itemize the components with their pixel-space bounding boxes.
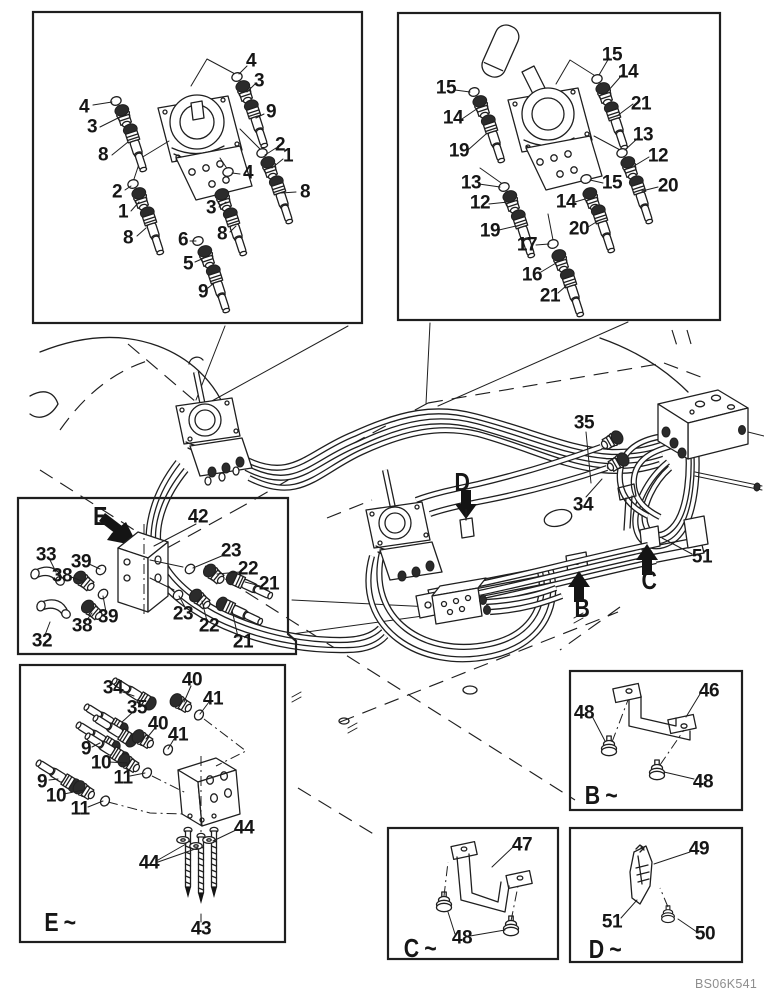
- callout-21: 21: [630, 93, 652, 115]
- detail-b-content: [592, 683, 700, 779]
- callout-39: 39: [97, 606, 119, 628]
- callout-11: 11: [70, 798, 90, 820]
- callout-6: 6: [177, 229, 189, 251]
- callout-2: 2: [111, 181, 123, 203]
- callout-12: 12: [469, 192, 491, 214]
- callout-17: 17: [516, 234, 538, 256]
- callout-14: 14: [617, 61, 639, 83]
- callout-47: 47: [511, 834, 533, 856]
- callout-49: 49: [688, 838, 710, 860]
- callout-14: 14: [442, 107, 464, 129]
- callout-4: 4: [242, 162, 254, 184]
- callout-1: 1: [117, 201, 129, 223]
- section-letter-D: D: [454, 467, 470, 497]
- callout-39: 39: [70, 551, 92, 573]
- callout-8: 8: [299, 181, 311, 203]
- callout-46: 46: [698, 680, 720, 702]
- callout-41: 41: [202, 688, 224, 710]
- callout-20: 20: [568, 218, 590, 240]
- callout-3: 3: [205, 197, 217, 219]
- callout-5: 5: [182, 253, 194, 275]
- callout-12: 12: [647, 145, 669, 167]
- callout-2: 2: [274, 134, 286, 156]
- callout-48: 48: [451, 927, 473, 949]
- callout-35: 35: [126, 697, 148, 719]
- callout-9: 9: [197, 281, 209, 303]
- section-letter-B: B: [574, 593, 590, 623]
- detail-e-assembly-content: [33, 674, 246, 922]
- callout-19: 19: [448, 140, 470, 162]
- callout-14: 14: [555, 191, 577, 213]
- box-detail-d: [570, 828, 742, 962]
- callout-51: 51: [601, 911, 623, 933]
- callout-20: 20: [657, 175, 679, 197]
- callout-13: 13: [460, 172, 482, 194]
- callout-15: 15: [435, 77, 457, 99]
- section-letter-E: E ~: [44, 907, 76, 937]
- callout-1: 1: [282, 145, 294, 167]
- callout-8: 8: [216, 223, 228, 245]
- detail-d-content: [621, 845, 697, 932]
- callout-43: 43: [190, 918, 212, 940]
- callout-48: 48: [573, 702, 595, 724]
- callout-15: 15: [601, 44, 623, 66]
- callout-34: 34: [572, 494, 594, 516]
- callout-10: 10: [45, 785, 67, 807]
- callout-3: 3: [253, 70, 265, 92]
- callout-41: 41: [167, 724, 189, 746]
- section-letter-C: C: [641, 565, 657, 595]
- manifold-block: [599, 390, 764, 492]
- callout-8: 8: [97, 144, 109, 166]
- callout-4: 4: [245, 50, 257, 72]
- callout-13: 13: [632, 124, 654, 146]
- callout-8: 8: [122, 227, 134, 249]
- callout-32: 32: [31, 630, 53, 652]
- rail-hoses: [470, 545, 656, 612]
- callout-23: 23: [220, 540, 242, 562]
- callout-11: 11: [113, 767, 133, 789]
- callout-44: 44: [233, 817, 255, 839]
- section-letter-B: B ~: [584, 780, 618, 810]
- section-letter-C: C ~: [403, 933, 437, 963]
- section-letter-E: E: [93, 501, 107, 531]
- callout-42: 42: [187, 506, 209, 528]
- valve-left-detail: [93, 59, 297, 315]
- callout-3: 3: [86, 116, 98, 138]
- callout-10: 10: [90, 752, 112, 774]
- callout-21: 21: [539, 285, 561, 307]
- callout-40: 40: [147, 713, 169, 735]
- callout-4: 4: [78, 96, 90, 118]
- callout-34: 34: [102, 677, 124, 699]
- figure-code: BS06K541: [695, 977, 758, 991]
- pilot-valve-left-installed: [176, 357, 252, 485]
- detail-c-content: [437, 842, 533, 936]
- callout-48: 48: [692, 771, 714, 793]
- callout-21: 21: [232, 631, 254, 653]
- callout-22: 22: [237, 558, 259, 580]
- callout-33: 33: [35, 544, 57, 566]
- callout-22: 22: [198, 615, 220, 637]
- section-letter-D: D ~: [588, 934, 622, 964]
- box-detail-b: [570, 671, 742, 810]
- callout-51: 51: [691, 546, 713, 568]
- callout-16: 16: [521, 264, 543, 286]
- callout-40: 40: [181, 669, 203, 691]
- callout-50: 50: [694, 923, 716, 945]
- callout-23: 23: [172, 603, 194, 625]
- callout-9: 9: [36, 771, 48, 793]
- callout-19: 19: [479, 220, 501, 242]
- callout-9: 9: [80, 738, 92, 760]
- callout-38: 38: [51, 565, 73, 587]
- callout-9: 9: [265, 101, 277, 123]
- callout-35: 35: [573, 412, 595, 434]
- callout-21: 21: [258, 573, 280, 595]
- callout-38: 38: [71, 615, 93, 637]
- valve-right-detail: [455, 22, 658, 319]
- callout-15: 15: [601, 172, 623, 194]
- callout-44: 44: [138, 852, 160, 874]
